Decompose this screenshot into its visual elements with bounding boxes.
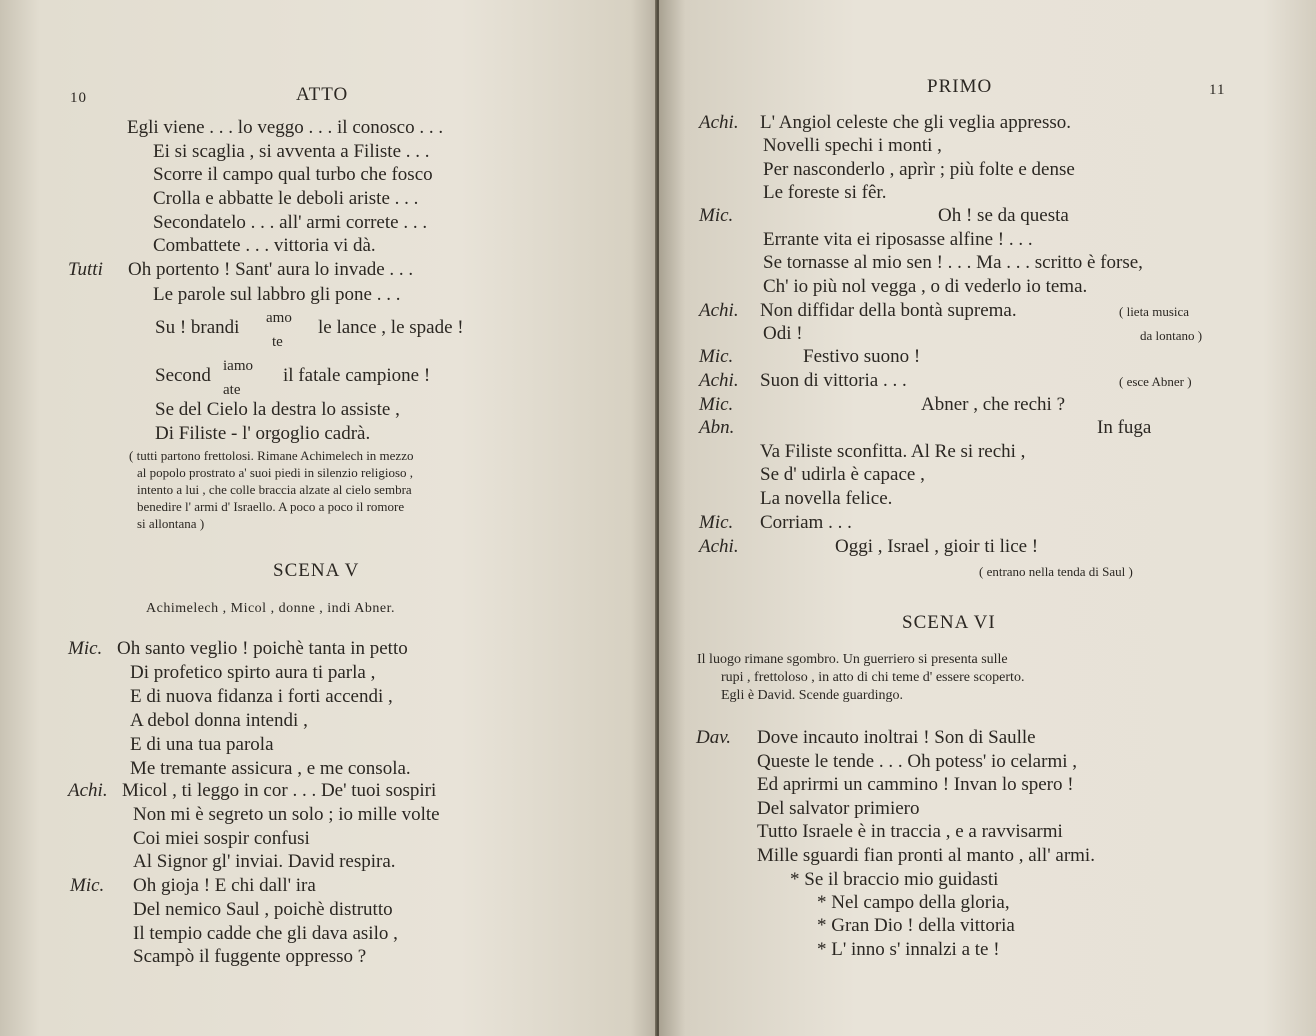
verse-line: Le foreste si fêr.: [763, 182, 887, 203]
page-number: 10: [70, 90, 87, 106]
scene-title: SCENA VI: [902, 612, 996, 633]
verse-line: Errante vita ei riposasse alfine ! . . .: [763, 229, 1033, 250]
verse-line: Crolla e abbatte le deboli ariste . . .: [153, 188, 419, 209]
verse-line: Di Filiste - l' orgoglio cadrà.: [155, 423, 371, 444]
stage-direction: ( entrano nella tenda di Saul ): [979, 564, 1133, 579]
verse-line: Queste le tende . . . Oh potess' io celarmi ,: [757, 751, 1078, 772]
verse-line: Dove incauto inoltrai ! Son di Saulle: [757, 727, 1036, 748]
verse-line: Ed aprirmi un cammino ! Invan lo spero !: [757, 774, 1074, 795]
verse-line: Combattete . . . vittoria vi dà.: [153, 235, 376, 256]
speaker-label: Achi.: [699, 112, 739, 133]
speaker-label: Abn.: [699, 417, 735, 438]
verse-line: Me tremante assicura , e me consola.: [130, 758, 411, 779]
speaker-label: Mic.: [699, 346, 734, 367]
verse-text: Second: [155, 365, 211, 386]
verse-line: La novella felice.: [760, 488, 893, 509]
variant-superscript: iamo: [223, 358, 253, 374]
speaker-label: Mic.: [699, 512, 734, 533]
verse-line: E di una tua parola: [130, 734, 274, 755]
verse-line: Novelli spechi i monti ,: [763, 135, 942, 156]
verse-line: L' Angiol celeste che gli veglia appresso.: [760, 112, 1072, 133]
verse-line: Egli viene . . . lo veggo . . . il conosco . . .: [127, 117, 444, 138]
verse-line: Non mi è segreto un solo ; io mille volte: [133, 804, 440, 825]
verse-line-second: [155, 358, 431, 398]
verse-line: Corriam . . .: [760, 512, 852, 533]
stage-direction: benedire l' armi d' Israello. A poco a poco il romore: [137, 499, 405, 514]
running-head: ATTO: [296, 84, 349, 105]
verse-line: Se tornasse al mio sen ! . . . Ma . . . scritto è forse,: [763, 252, 1143, 273]
starred-verse-line: * L' inno s' innalzi a te !: [817, 939, 1000, 960]
speaker-label: Dav.: [696, 727, 731, 748]
verse-line: Ei si scaglia , si avventa a Filiste . . .: [153, 141, 430, 162]
speaker-label: Achi.: [699, 370, 739, 391]
verse-text: il fatale campione !: [283, 365, 431, 386]
verse-line: A debol donna intendi ,: [130, 710, 308, 731]
variant-subscript: ate: [223, 382, 241, 398]
speaker-label: Mic.: [68, 638, 103, 659]
running-head: PRIMO: [927, 76, 993, 97]
verse-line: In fuga: [1097, 417, 1152, 438]
scene-description: Egli è David. Scende guardingo.: [721, 688, 903, 703]
scene-characters: Achimelech , Micol , donne , indi Abner.: [146, 601, 396, 616]
verse-line: Scorre il campo qual turbo che fosco: [153, 164, 433, 185]
speaker-label: Mic.: [699, 394, 734, 415]
verse-line: Oh gioja ! E chi dall' ira: [133, 875, 316, 896]
verse-line: Mille sguardi fian pronti al manto , all' armi.: [757, 845, 1095, 866]
verse-line: Secondatelo . . . all' armi correte . . .: [153, 212, 428, 233]
verse-line: Del nemico Saul , poichè distrutto: [133, 899, 393, 920]
verse-line: Al Signor gl' inviai. David respira.: [133, 851, 396, 872]
stage-direction: intento a lui , che colle braccia alzate al cielo sembra: [137, 482, 412, 497]
starred-verse-line: * Nel campo della gloria,: [817, 892, 1010, 913]
starred-verse-line: * Se il braccio mio guidasti: [790, 869, 999, 890]
speaker-label: Mic.: [699, 205, 734, 226]
verse-line: Odi !: [763, 323, 803, 344]
verse-line: Va Filiste sconfitta. Al Re si rechi ,: [760, 441, 1026, 462]
verse-line: Oh santo veglio ! poichè tanta in petto: [117, 638, 408, 659]
verse-line: Oh portento ! Sant' aura lo invade . . .: [128, 259, 414, 280]
verse-text: Su ! brandi: [155, 317, 240, 338]
verse-line: Se del Cielo la destra lo assiste ,: [155, 399, 400, 420]
verse-line: Per nasconderlo , aprìr ; più folte e dense: [763, 159, 1075, 180]
stage-direction: da lontano ): [1140, 328, 1203, 343]
right-page: [659, 0, 1316, 1036]
left-page: [0, 0, 657, 1036]
page-number: 11: [1209, 82, 1226, 98]
verse-line: Micol , ti leggo in cor . . . De' tuoi sospiri: [122, 780, 437, 801]
speaker-label: Achi.: [699, 300, 739, 321]
verse-line: Oggi , Israel , gioir ti lice !: [835, 536, 1039, 557]
verse-line: Del salvator primiero: [757, 798, 920, 819]
verse-line: Se d' udirla è capace ,: [760, 464, 925, 485]
verse-text: le lance , le spade !: [318, 317, 464, 338]
verse-line: Di profetico spirto aura ti parla ,: [130, 662, 376, 683]
stage-direction: ( lieta musica: [1119, 304, 1190, 319]
speaker-label: Mic.: [70, 875, 105, 896]
starred-verse-line: * Gran Dio ! della vittoria: [817, 915, 1015, 936]
verse-line: Abner , che rechi ?: [921, 394, 1066, 415]
verse-line: Il tempio cadde che gli dava asilo ,: [133, 923, 398, 944]
scene-description: Il luogo rimane sgombro. Un guerriero si presenta sulle: [697, 652, 1008, 667]
verse-line: Ch' io più nol vegga , o di vederlo io tema.: [763, 276, 1088, 297]
speaker-label: Achi.: [699, 536, 739, 557]
stage-direction: ( esce Abner ): [1119, 374, 1192, 389]
verse-line-brandi: [155, 310, 464, 350]
verse-line: Festivo suono !: [803, 346, 921, 367]
scene-title: SCENA V: [273, 560, 360, 581]
stage-direction: al popolo prostrato a' suoi piedi in silenzio religioso ,: [137, 465, 414, 480]
verse-line: Non diffidar della bontà suprema.: [760, 300, 1017, 321]
verse-line: Coi miei sospir confusi: [133, 828, 310, 849]
speaker-label: Achi.: [68, 780, 108, 801]
verse-line: Tutto Israele è in traccia , e a ravvisarmi: [757, 821, 1063, 842]
verse-line: Le parole sul labbro gli pone . . .: [153, 284, 401, 305]
variant-subscript: te: [272, 334, 283, 350]
scene-description: rupi , frettoloso , in atto di chi teme d' essere scoperto.: [721, 670, 1025, 685]
stage-direction: ( tutti partono frettolosi. Rimane Achimelech in mezzo: [129, 448, 414, 463]
verse-line: Suon di vittoria . . .: [760, 370, 907, 391]
stage-direction: si allontana ): [137, 516, 205, 531]
verse-line: Oh ! se da questa: [938, 205, 1069, 226]
verse-line: E di nuova fidanza i forti accendi ,: [130, 686, 393, 707]
variant-superscript: amo: [266, 310, 292, 326]
verse-line: Scampò il fuggente oppresso ?: [133, 946, 367, 967]
speaker-label: Tutti: [68, 259, 103, 280]
